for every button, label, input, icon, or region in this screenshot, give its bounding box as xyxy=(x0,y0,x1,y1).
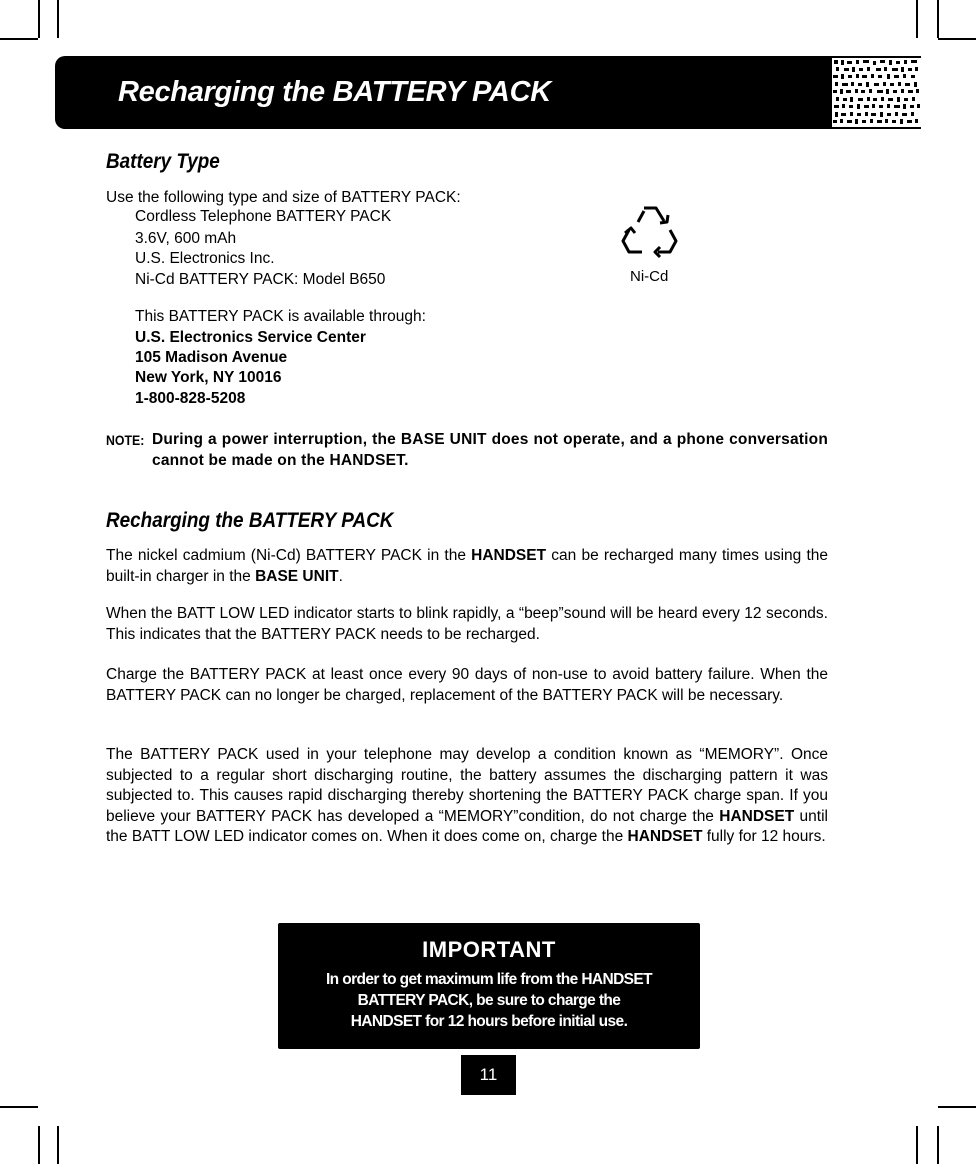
crop-mark xyxy=(57,0,59,38)
spec-line: 3.6V, 600 mAh xyxy=(135,230,237,247)
paragraph: When the BATT LOW LED indicator starts to blink rapidly, a “beep”sound will be heard every 12 seconds. This indicates that the BATTERY PACK needs to be recharged. xyxy=(106,605,828,643)
halftone-pattern xyxy=(832,58,921,127)
crop-mark xyxy=(938,1106,976,1108)
page-number: 11 xyxy=(461,1055,516,1095)
recycle-icon xyxy=(620,200,680,260)
note-label: NOTE: xyxy=(106,432,145,448)
important-title: IMPORTANT xyxy=(422,937,556,962)
paragraph: The BATTERY PACK used in your telephone may develop a condition known as “MEMORY”. Once subjected to a regular short discharging routine, the battery assumes the discharging pattern it was subjected to. This causes rapid discharging thereby shortening the BATTERY PACK charge span. If you believe your BATTERY PACK has developed a “MEMORY”condition, do not charge the HANDSET until the BATT LOW LED indicator comes on. When it does come on, charge the HANDSET fully for 12 hours. xyxy=(106,746,828,845)
address-line: 105 Madison Avenue xyxy=(135,349,288,366)
availability-text: This BATTERY PACK is available through: xyxy=(135,308,426,325)
crop-mark xyxy=(937,0,939,38)
spec-line: Cordless Telephone BATTERY PACK xyxy=(135,208,392,225)
crop-mark xyxy=(916,0,918,38)
crop-mark xyxy=(38,1126,40,1164)
phone-number: 1-800-828-5208 xyxy=(135,390,246,407)
section-title-battery-type: Battery Type xyxy=(106,150,220,173)
recycle-label: Ni-Cd xyxy=(630,268,669,285)
paragraph: The nickel cadmium (Ni-Cd) BATTERY PACK in the HANDSET can be recharged many times using the built-in charger in the BASE UNIT. xyxy=(106,547,828,585)
crop-mark xyxy=(57,1126,59,1164)
address-line: U.S. Electronics Service Center xyxy=(135,329,366,346)
section-title-recharging: Recharging the BATTERY PACK xyxy=(106,509,394,532)
page-title: Recharging the BATTERY PACK xyxy=(118,76,551,108)
important-notice xyxy=(278,923,700,1049)
crop-mark xyxy=(38,0,40,38)
crop-mark xyxy=(0,1106,38,1108)
crop-mark xyxy=(0,38,38,40)
spec-line: U.S. Electronics Inc. xyxy=(135,250,275,267)
spec-line: Ni-Cd BATTERY PACK: Model B650 xyxy=(135,271,386,288)
crop-mark xyxy=(938,38,976,40)
paragraph: Charge the BATTERY PACK at least once every 90 days of non-use to avoid battery failure. When the BATTERY PACK can no longer be charged, replacement of the BATTERY PACK will be necessary. xyxy=(106,666,828,704)
address-line: New York, NY 10016 xyxy=(135,369,282,386)
battery-intro: Use the following type and size of BATTERY PACK: xyxy=(106,189,461,206)
note-text: During a power interruption, the BASE UNIT does not operate, and a phone conversation cannot be made on the HANDSET. xyxy=(152,431,828,469)
important-text: In order to get maximum life from the HANDSET BATTERY PACK, be sure to charge the HANDSET for 12 hours before initial use. xyxy=(325,971,653,1030)
crop-mark xyxy=(916,1126,918,1164)
crop-mark xyxy=(937,1126,939,1164)
